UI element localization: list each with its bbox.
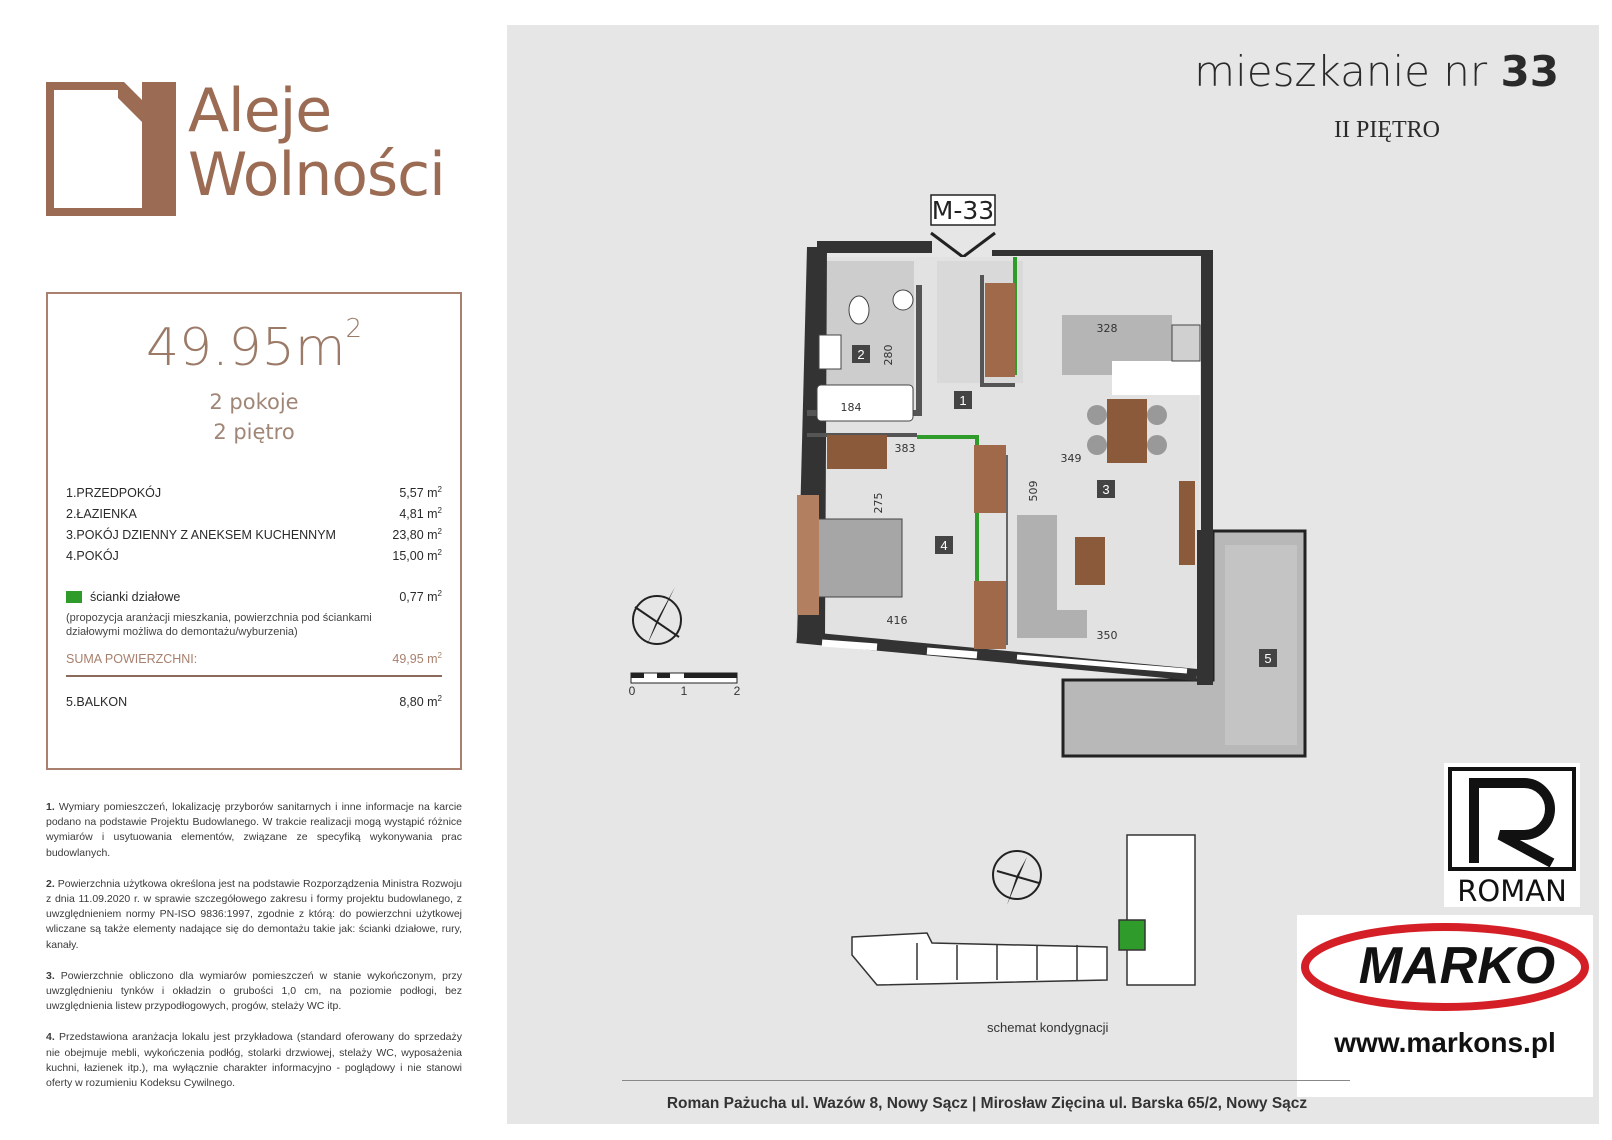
chair bbox=[1147, 405, 1167, 425]
room-name: 2.ŁAZIENKA bbox=[66, 506, 137, 521]
dimension-label: 328 bbox=[1096, 322, 1118, 335]
scale-bar bbox=[629, 673, 741, 698]
dimension-label: 350 bbox=[1096, 629, 1118, 642]
coffee-table bbox=[1075, 537, 1105, 585]
room-area: 15,00 m bbox=[392, 549, 438, 564]
scale-label: 2 bbox=[733, 684, 741, 698]
room-area-sup: 2 bbox=[437, 547, 442, 557]
walls-area: 0,77 m bbox=[399, 590, 438, 605]
room-name: 3.POKÓJ DZIENNY Z ANEKSEM KUCHENNYM bbox=[66, 527, 336, 542]
floor-label: 2 piętro bbox=[213, 420, 295, 444]
wall-corner bbox=[1197, 530, 1213, 685]
room-tag-5 bbox=[1259, 649, 1277, 667]
schematic-north-arrow-icon bbox=[993, 851, 1041, 905]
desk bbox=[827, 435, 887, 469]
brand-name-line2: Wolności bbox=[188, 140, 445, 210]
room-row bbox=[66, 524, 442, 545]
marko-swoosh-icon bbox=[1297, 915, 1593, 1025]
rooms-count: 2 pokoje bbox=[209, 390, 299, 414]
total-area-heading bbox=[48, 314, 460, 378]
apartment-code: M-33 bbox=[931, 196, 995, 225]
floor-title: II PIĘTRO bbox=[1334, 117, 1440, 143]
balcony-name: 5.BALKON bbox=[66, 694, 128, 709]
walls-legend-swatch bbox=[66, 591, 82, 603]
footnote-number: 1. bbox=[46, 801, 55, 813]
room-list bbox=[66, 482, 442, 712]
footnote-text: Przedstawiona aranżacja lokalu jest przykładowa (standard oferowany do sprzedaży nie obejmuje mebli, wykończenia podłóg, stolarki drzwiowej, stelaży WC, wyposażenia kuchni, łazienek itp.), ma wyłącznie charakter informacyjno - poglądowy i nie stanowi oferty w rozumieniu Kodeksu Cywilnego. bbox=[46, 1031, 462, 1090]
room-row bbox=[66, 503, 442, 524]
room-area-sup: 2 bbox=[437, 526, 442, 536]
dimension-label: 275 bbox=[872, 492, 885, 514]
svg-text:2: 2 bbox=[857, 347, 865, 362]
brand-logo-icon bbox=[46, 82, 176, 216]
room-area-sup: 2 bbox=[437, 505, 442, 515]
dining-table bbox=[1107, 399, 1147, 463]
svg-text:5: 5 bbox=[1264, 651, 1272, 666]
balcony-area: 8,80 m bbox=[399, 695, 438, 710]
roman-logo-text: ROMAN bbox=[1457, 874, 1567, 907]
contact-address: Roman Pażucha ul. Wazów 8, Nowy Sącz | Mirosław Zięcina ul. Barska 65/2, Nowy Sącz bbox=[666, 1095, 1308, 1112]
room-name: 4.POKÓJ bbox=[66, 548, 119, 563]
wardrobe bbox=[985, 283, 1015, 377]
entrance-arrow-icon bbox=[931, 233, 995, 257]
room-area-sup: 2 bbox=[437, 484, 442, 494]
building-schematic bbox=[852, 835, 1195, 985]
total-area: 49,95 m bbox=[392, 652, 438, 667]
roman-logo-icon bbox=[1444, 763, 1580, 907]
dimension-label: 416 bbox=[886, 614, 908, 627]
walls-row bbox=[66, 586, 442, 607]
balcony-area-sup: 2 bbox=[437, 693, 442, 703]
room-tag-1 bbox=[954, 391, 972, 409]
marko-url[interactable]: www.markons.pl bbox=[1334, 1027, 1556, 1058]
north-arrow-icon bbox=[633, 587, 681, 645]
roman-logo bbox=[1444, 763, 1580, 907]
chair bbox=[1147, 435, 1167, 455]
room-tag-4 bbox=[935, 536, 953, 554]
total-row bbox=[66, 649, 442, 677]
window bbox=[927, 651, 977, 655]
dimension-label: 509 bbox=[1027, 480, 1040, 502]
room-tag-2 bbox=[852, 345, 870, 363]
walls-area-sup: 2 bbox=[437, 588, 442, 598]
svg-text:4: 4 bbox=[940, 538, 948, 553]
room-area: 23,80 m bbox=[392, 528, 438, 543]
apartment-summary-box bbox=[46, 292, 462, 770]
room-name: 1.PRZEDPOKÓJ bbox=[66, 485, 162, 500]
brand-name-line1: Aleje bbox=[188, 76, 332, 146]
footnote bbox=[46, 969, 462, 1015]
room-area: 4,81 m bbox=[399, 507, 438, 522]
scale-label: 0 bbox=[628, 684, 636, 698]
total-label: SUMA POWIERZCHNI: bbox=[66, 652, 198, 666]
schematic-label: schemat kondygnacji bbox=[987, 1020, 1109, 1035]
wardrobe bbox=[974, 445, 1006, 513]
scale-label: 1 bbox=[680, 684, 688, 698]
footnote bbox=[46, 800, 462, 861]
svg-text:3: 3 bbox=[1102, 482, 1110, 497]
kitchen-island bbox=[1112, 361, 1200, 395]
total-area-unit-sup: 2 bbox=[345, 314, 363, 344]
total-area-value: 49.95m bbox=[145, 318, 346, 378]
nightstands bbox=[797, 495, 819, 615]
room-tag-3 bbox=[1097, 480, 1115, 498]
brand-name bbox=[188, 76, 445, 210]
toilet bbox=[849, 296, 869, 324]
address-divider bbox=[622, 1080, 1350, 1081]
footnote bbox=[46, 1030, 462, 1091]
footnote-text: Wymiary pomieszczeń, lokalizację przyborów sanitarnych i inne informacje na karcie podano na podstawie Projektu Budowlanego. W trakcie realizacji mogą wystąpić różnice wymiarów i usytuowania elementów, związane ze specyfiką wykonywania prac budowlanych. bbox=[46, 801, 462, 859]
marko-logo bbox=[1297, 915, 1593, 1097]
dimension-label: 280 bbox=[882, 344, 895, 366]
footnote-number: 2. bbox=[46, 877, 55, 890]
walls-note: (propozycja aranżacji mieszkania, powierzchnia pod ściankami działowymi możliwa do demontażu/wyburzenia) bbox=[66, 612, 372, 638]
tv-cabinet bbox=[1179, 481, 1195, 565]
room-area: 5,57 m bbox=[399, 486, 438, 501]
window bbox=[822, 643, 877, 647]
plan-panel bbox=[507, 25, 1599, 1124]
cooktop bbox=[1172, 325, 1200, 361]
footnotes bbox=[46, 800, 462, 1107]
balcony-inner bbox=[1225, 545, 1297, 745]
walls-label: ścianki działowe bbox=[90, 589, 181, 604]
bathtub bbox=[817, 385, 913, 421]
washing-machine bbox=[893, 290, 913, 310]
footnote-number: 4. bbox=[46, 1031, 55, 1044]
chair bbox=[1087, 405, 1107, 425]
total-area-sup: 2 bbox=[437, 651, 442, 661]
sink bbox=[819, 335, 841, 369]
dimension-label: 184 bbox=[840, 401, 862, 414]
apartment-number: 33 bbox=[1500, 47, 1559, 96]
wardrobe bbox=[974, 581, 1006, 649]
apartment-title-prefix: mieszkanie nr bbox=[1194, 47, 1501, 96]
chair bbox=[1087, 435, 1107, 455]
footnote-text: Powierzchnia użytkowa określona jest na podstawie Rozporządzenia Ministra Rozwoju z dnia 11.09.2020 r. w sprawie szczegółowego zakresu i formy projektu budowlanego, z uwzględnieniem normy PN-ISO 9836:1997, zgodnie z którą: do powierzchni użytkowej wliczane są także elementy nadające się do demontażu takie jak: ścianki działowe, rury, kanały. bbox=[46, 877, 462, 951]
footnote-number: 3. bbox=[46, 969, 55, 982]
sofa-chaise bbox=[1017, 610, 1087, 638]
svg-text:1: 1 bbox=[959, 393, 967, 408]
footnote-text: Powierzchnie obliczono dla wymiarów pomieszczeń w stanie wykończonym, przy uwzględnieniu tynków i okładzin o grubości 1,0 cm, na poziomie podłogi, bez uwzględnienia listew przypodłogowych, progów, stelaży WC itp. bbox=[46, 969, 462, 1013]
dimension-label: 383 bbox=[894, 442, 916, 455]
room-row bbox=[66, 545, 442, 566]
marko-logo-text: MARKO bbox=[1358, 937, 1556, 995]
balcony-row bbox=[66, 691, 442, 712]
footnote bbox=[46, 877, 462, 953]
room-row bbox=[66, 482, 442, 503]
dimension-label: 349 bbox=[1060, 452, 1082, 465]
